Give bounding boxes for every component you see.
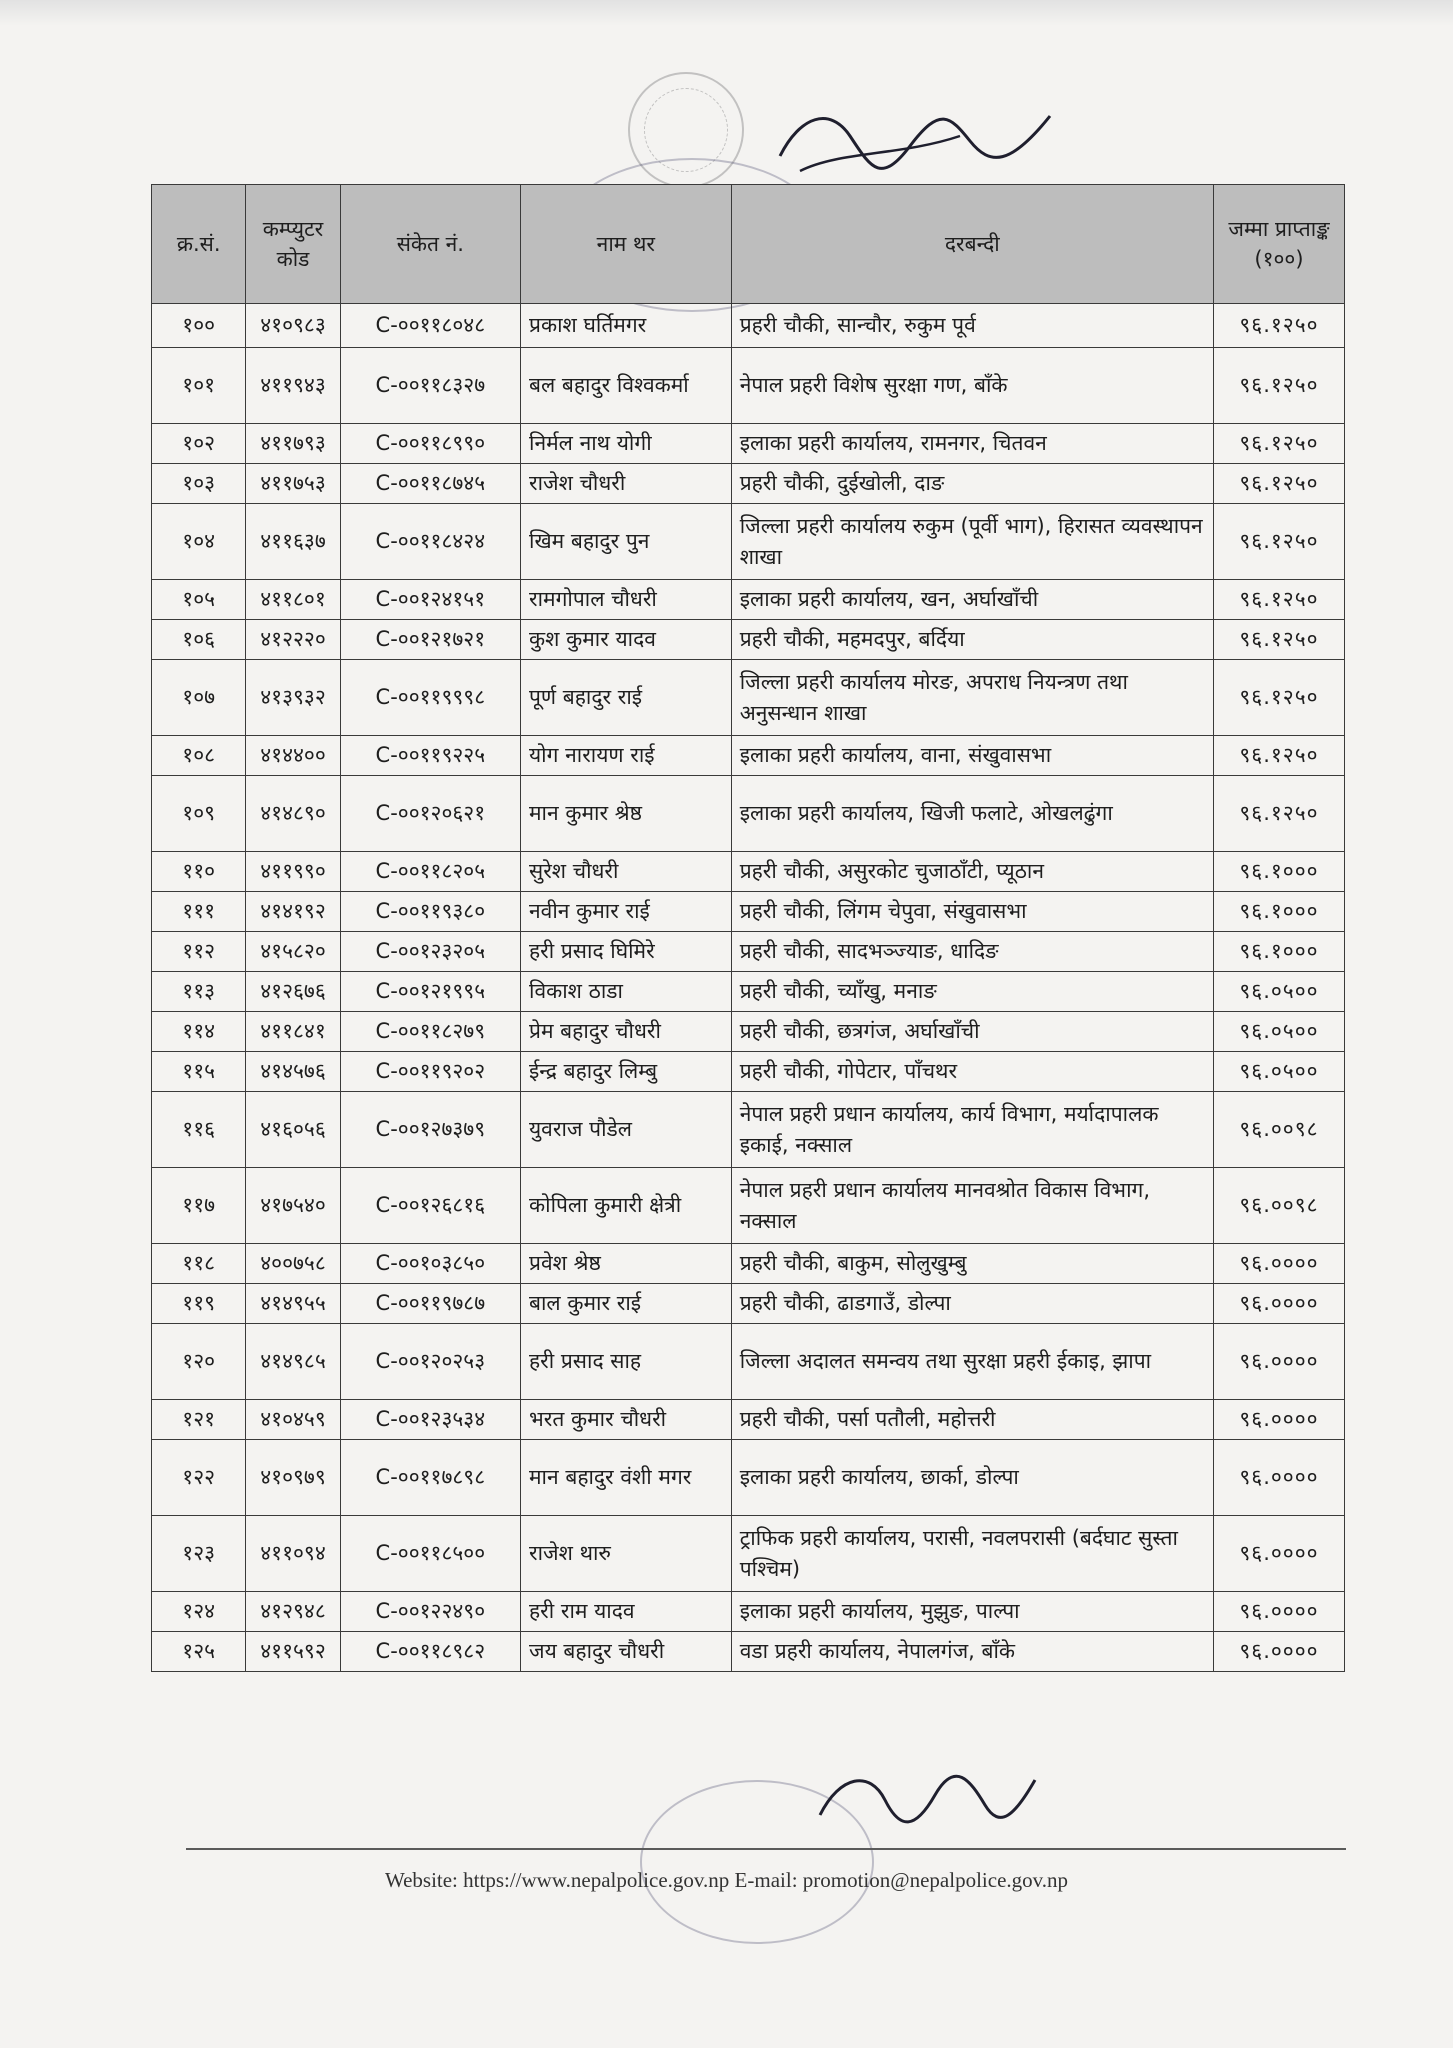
cell-name: राजेश चौधरी bbox=[521, 464, 732, 504]
cell-total-score: ९६.१२५० bbox=[1213, 620, 1344, 660]
cell-name: प्रकाश घर्तिमगर bbox=[521, 304, 732, 348]
table-row bbox=[152, 504, 1345, 580]
cell-serial: १२१ bbox=[152, 1400, 246, 1440]
cell-serial: १०८ bbox=[152, 736, 246, 776]
cell-computer-code: ४१०९८३ bbox=[246, 304, 340, 348]
cell-symbol-number: C-००११९३८० bbox=[340, 892, 520, 932]
cell-symbol-number: C-००११९७८७ bbox=[340, 1284, 520, 1324]
signature-bottom bbox=[810, 1760, 1040, 1840]
cell-computer-code: ४१७५४० bbox=[246, 1168, 340, 1244]
cell-total-score: ९६.१२५० bbox=[1213, 348, 1344, 424]
cell-post: प्रहरी चौकी, असुरकोट चुजाठाँटी, प्यूठान bbox=[731, 852, 1213, 892]
cell-symbol-number: C-००१२०६२१ bbox=[340, 776, 520, 852]
cell-name: हरी प्रसाद साह bbox=[521, 1324, 732, 1400]
cell-symbol-number: C-००१२३५३४ bbox=[340, 1400, 520, 1440]
header-name: नाम थर bbox=[521, 185, 732, 304]
cell-total-score: ९६.०००० bbox=[1213, 1440, 1344, 1516]
cell-serial: ११८ bbox=[152, 1244, 246, 1284]
cell-total-score: ९६.१२५० bbox=[1213, 776, 1344, 852]
cell-serial: ११० bbox=[152, 852, 246, 892]
cell-post: प्रहरी चौकी, महमदपुर, बर्दिया bbox=[731, 620, 1213, 660]
table-row bbox=[152, 1592, 1345, 1632]
cell-post: नेपाल प्रहरी प्रधान कार्यालय मानवश्रोत विकास विभाग, नक्साल bbox=[731, 1168, 1213, 1244]
cell-post: इलाका प्रहरी कार्यालय, खिजी फलाटे, ओखलढुंगा bbox=[731, 776, 1213, 852]
cell-name: रामगोपाल चौधरी bbox=[521, 580, 732, 620]
table-row bbox=[152, 464, 1345, 504]
cell-symbol-number: C-००१२६८१६ bbox=[340, 1168, 520, 1244]
table-row bbox=[152, 1516, 1345, 1592]
table-row bbox=[152, 580, 1345, 620]
cell-serial: ११९ bbox=[152, 1284, 246, 1324]
table-row bbox=[152, 972, 1345, 1012]
cell-total-score: ९६.०००० bbox=[1213, 1516, 1344, 1592]
cell-computer-code: ४१४८९० bbox=[246, 776, 340, 852]
scan-edge-shadow bbox=[0, 0, 1453, 26]
cell-name: हरी प्रसाद घिमिरे bbox=[521, 932, 732, 972]
table-row bbox=[152, 852, 1345, 892]
cell-serial: १२० bbox=[152, 1324, 246, 1400]
footer-contact: Website: https://www.nepalpolice.gov.np E-mail: promotion@nepalpolice.gov.np bbox=[384, 1868, 1069, 1892]
cell-computer-code: ४११६३७ bbox=[246, 504, 340, 580]
cell-serial: ११७ bbox=[152, 1168, 246, 1244]
cell-total-score: ९६.०००० bbox=[1213, 1244, 1344, 1284]
cell-symbol-number: C-००११९२०२ bbox=[340, 1052, 520, 1092]
cell-computer-code: ४१२६७६ bbox=[246, 972, 340, 1012]
cell-serial: १२३ bbox=[152, 1516, 246, 1592]
cell-total-score: ९६.१२५० bbox=[1213, 660, 1344, 736]
cell-symbol-number: C-००१२३२०५ bbox=[340, 932, 520, 972]
cell-serial: १०० bbox=[152, 304, 246, 348]
cell-serial: १०४ bbox=[152, 504, 246, 580]
cell-symbol-number: C-००११८२७९ bbox=[340, 1012, 520, 1052]
cell-total-score: ९६.१२५० bbox=[1213, 504, 1344, 580]
table-row bbox=[152, 304, 1345, 348]
cell-post: प्रहरी चौकी, छत्रगंज, अर्घाखाँची bbox=[731, 1012, 1213, 1052]
cell-total-score: ९६.०००० bbox=[1213, 1324, 1344, 1400]
cell-post: प्रहरी चौकी, बाकुम, सोलुखुम्बु bbox=[731, 1244, 1213, 1284]
table-row bbox=[152, 424, 1345, 464]
header-serial: क्र.सं. bbox=[152, 185, 246, 304]
cell-post: इलाका प्रहरी कार्यालय, वाना, संखुवासभा bbox=[731, 736, 1213, 776]
cell-name: प्रेम बहादुर चौधरी bbox=[521, 1012, 732, 1052]
cell-post: इलाका प्रहरी कार्यालय, खन, अर्घाखाँची bbox=[731, 580, 1213, 620]
cell-name: नवीन कुमार राई bbox=[521, 892, 732, 932]
cell-symbol-number: C-००११९२२५ bbox=[340, 736, 520, 776]
cell-total-score: ९६.१२५० bbox=[1213, 424, 1344, 464]
cell-name: राजेश थारु bbox=[521, 1516, 732, 1592]
cell-name: ईन्द्र बहादुर लिम्बु bbox=[521, 1052, 732, 1092]
cell-computer-code: ४१२२२० bbox=[246, 620, 340, 660]
cell-post: नेपाल प्रहरी प्रधान कार्यालय, कार्य विभाग, मर्यादापालक इकाई, नक्साल bbox=[731, 1092, 1213, 1168]
table-header-row bbox=[152, 185, 1345, 304]
cell-serial: १०५ bbox=[152, 580, 246, 620]
cell-symbol-number: C-००११८३२७ bbox=[340, 348, 520, 424]
table-row bbox=[152, 776, 1345, 852]
cell-computer-code: ४१३९३२ bbox=[246, 660, 340, 736]
cell-name: कुश कुमार यादव bbox=[521, 620, 732, 660]
cell-symbol-number: C-००११८४२४ bbox=[340, 504, 520, 580]
cell-symbol-number: C-००११८०४८ bbox=[340, 304, 520, 348]
table-row bbox=[152, 348, 1345, 424]
cell-serial: १२५ bbox=[152, 1632, 246, 1672]
cell-total-score: ९६.०५०० bbox=[1213, 1052, 1344, 1092]
cell-computer-code: ४११७९३ bbox=[246, 424, 340, 464]
cell-serial: १०२ bbox=[152, 424, 246, 464]
cell-name: विकाश ठाडा bbox=[521, 972, 732, 1012]
cell-serial: १२२ bbox=[152, 1440, 246, 1516]
table-row bbox=[152, 1632, 1345, 1672]
cell-total-score: ९६.१००० bbox=[1213, 852, 1344, 892]
header-total-score: जम्मा प्राप्ताङ्क (१००) bbox=[1213, 185, 1344, 304]
cell-post: ट्राफिक प्रहरी कार्यालय, परासी, नवलपरासी (बर्दघाट सुस्ता पश्चिम) bbox=[731, 1516, 1213, 1592]
cell-computer-code: ४१४९५५ bbox=[246, 1284, 340, 1324]
header-computer-code: कम्प्युटर कोड bbox=[246, 185, 340, 304]
cell-serial: १०१ bbox=[152, 348, 246, 424]
header-post: दरबन्दी bbox=[731, 185, 1213, 304]
cell-post: जिल्ला अदालत समन्वय तथा सुरक्षा प्रहरी ईकाइ, झापा bbox=[731, 1324, 1213, 1400]
cell-name: बल बहादुर विश्वकर्मा bbox=[521, 348, 732, 424]
cell-symbol-number: C-००११८९९० bbox=[340, 424, 520, 464]
cell-post: प्रहरी चौकी, सान्चौर, रुकुम पूर्व bbox=[731, 304, 1213, 348]
cell-computer-code: ४१४१९२ bbox=[246, 892, 340, 932]
cell-total-score: ९६.१२५० bbox=[1213, 304, 1344, 348]
cell-name: मान कुमार श्रेष्ठ bbox=[521, 776, 732, 852]
cell-name: बाल कुमार राई bbox=[521, 1284, 732, 1324]
cell-name: युवराज पौडेल bbox=[521, 1092, 732, 1168]
table-row bbox=[152, 932, 1345, 972]
cell-post: नेपाल प्रहरी विशेष सुरक्षा गण, बाँके bbox=[731, 348, 1213, 424]
cell-symbol-number: C-००१०३८५० bbox=[340, 1244, 520, 1284]
cell-serial: ११५ bbox=[152, 1052, 246, 1092]
cell-post: इलाका प्रहरी कार्यालय, मुझुङ, पाल्पा bbox=[731, 1592, 1213, 1632]
cell-symbol-number: C-००१२७३७९ bbox=[340, 1092, 520, 1168]
cell-post: इलाका प्रहरी कार्यालय, छार्का, डोल्पा bbox=[731, 1440, 1213, 1516]
cell-serial: १२४ bbox=[152, 1592, 246, 1632]
cell-post: प्रहरी चौकी, पर्सा पतौली, महोत्तरी bbox=[731, 1400, 1213, 1440]
cell-computer-code: ४११९४३ bbox=[246, 348, 340, 424]
cell-computer-code: ४११०९४ bbox=[246, 1516, 340, 1592]
header-symbol-number: संकेत नं. bbox=[340, 185, 520, 304]
cell-total-score: ९६.१००० bbox=[1213, 932, 1344, 972]
cell-total-score: ९६.०५०० bbox=[1213, 972, 1344, 1012]
cell-post: प्रहरी चौकी, च्याँखु, मनाङ bbox=[731, 972, 1213, 1012]
cell-post: प्रहरी चौकी, गोपेटार, पाँचथर bbox=[731, 1052, 1213, 1092]
cell-computer-code: ४११७५३ bbox=[246, 464, 340, 504]
cell-computer-code: ४१४५७६ bbox=[246, 1052, 340, 1092]
cell-total-score: ९६.०००० bbox=[1213, 1632, 1344, 1672]
cell-computer-code: ४११९९० bbox=[246, 852, 340, 892]
cell-computer-code: ४११८४१ bbox=[246, 1012, 340, 1052]
table-row bbox=[152, 736, 1345, 776]
cell-serial: ११६ bbox=[152, 1092, 246, 1168]
cell-name: जय बहादुर चौधरी bbox=[521, 1632, 732, 1672]
cell-serial: १०९ bbox=[152, 776, 246, 852]
cell-name: कोपिला कुमारी क्षेत्री bbox=[521, 1168, 732, 1244]
cell-serial: ११३ bbox=[152, 972, 246, 1012]
cell-computer-code: ४१०४५९ bbox=[246, 1400, 340, 1440]
cell-symbol-number: C-००११९९९८ bbox=[340, 660, 520, 736]
cell-computer-code: ४१५८२० bbox=[246, 932, 340, 972]
cell-symbol-number: C-००१२२४९० bbox=[340, 1592, 520, 1632]
cell-symbol-number: C-००११८५०० bbox=[340, 1516, 520, 1592]
cell-total-score: ९६.१२५० bbox=[1213, 464, 1344, 504]
cell-post: वडा प्रहरी कार्यालय, नेपालगंज, बाँके bbox=[731, 1632, 1213, 1672]
cell-computer-code: ४१०९७९ bbox=[246, 1440, 340, 1516]
cell-name: योग नारायण राई bbox=[521, 736, 732, 776]
table-row bbox=[152, 1284, 1345, 1324]
cell-name: सुरेश चौधरी bbox=[521, 852, 732, 892]
cell-post: प्रहरी चौकी, लिंगम चेपुवा, संखुवासभा bbox=[731, 892, 1213, 932]
cell-serial: ११४ bbox=[152, 1012, 246, 1052]
cell-name: पूर्ण बहादुर राई bbox=[521, 660, 732, 736]
cell-serial: ११२ bbox=[152, 932, 246, 972]
cell-symbol-number: C-००१२१७२१ bbox=[340, 620, 520, 660]
cell-symbol-number: C-००१२०२५३ bbox=[340, 1324, 520, 1400]
table-row bbox=[152, 1440, 1345, 1516]
cell-name: हरी राम यादव bbox=[521, 1592, 732, 1632]
cell-symbol-number: C-००११८७४५ bbox=[340, 464, 520, 504]
cell-computer-code: ४११५९२ bbox=[246, 1632, 340, 1672]
table-row bbox=[152, 1012, 1345, 1052]
cell-computer-code: ४११८०१ bbox=[246, 580, 340, 620]
table-row bbox=[152, 620, 1345, 660]
table-row bbox=[152, 1400, 1345, 1440]
cell-name: प्रवेश श्रेष्ठ bbox=[521, 1244, 732, 1284]
table-row bbox=[152, 1052, 1345, 1092]
cell-serial: १०६ bbox=[152, 620, 246, 660]
cell-post: प्रहरी चौकी, सादभञ्ज्याङ, धादिङ bbox=[731, 932, 1213, 972]
cell-symbol-number: C-००११८२०५ bbox=[340, 852, 520, 892]
cell-post: प्रहरी चौकी, ढाडगाउँ, डोल्पा bbox=[731, 1284, 1213, 1324]
cell-total-score: ९६.०००० bbox=[1213, 1400, 1344, 1440]
cell-name: भरत कुमार चौधरी bbox=[521, 1400, 732, 1440]
cell-serial: १११ bbox=[152, 892, 246, 932]
cell-symbol-number: C-००११७८९८ bbox=[340, 1440, 520, 1516]
table-row bbox=[152, 1168, 1345, 1244]
cell-computer-code: ४१४९८५ bbox=[246, 1324, 340, 1400]
cell-post: इलाका प्रहरी कार्यालय, रामनगर, चितवन bbox=[731, 424, 1213, 464]
cell-computer-code: ४१२९४८ bbox=[246, 1592, 340, 1632]
cell-total-score: ९६.००९८ bbox=[1213, 1092, 1344, 1168]
cell-symbol-number: C-००१२१९९५ bbox=[340, 972, 520, 1012]
cell-computer-code: ४००७५८ bbox=[246, 1244, 340, 1284]
cell-total-score: ९६.१२५० bbox=[1213, 580, 1344, 620]
table-row bbox=[152, 660, 1345, 736]
table-row bbox=[152, 1092, 1345, 1168]
cell-serial: १०७ bbox=[152, 660, 246, 736]
cell-post: जिल्ला प्रहरी कार्यालय मोरङ, अपराध नियन्त्रण तथा अनुसन्धान शाखा bbox=[731, 660, 1213, 736]
table-row bbox=[152, 1244, 1345, 1284]
cell-computer-code: ४१४४०० bbox=[246, 736, 340, 776]
cell-computer-code: ४१६०५६ bbox=[246, 1092, 340, 1168]
cell-post: जिल्ला प्रहरी कार्यालय रुकुम (पूर्वी भाग), हिरासत व्यवस्थापन शाखा bbox=[731, 504, 1213, 580]
cell-name: निर्मल नाथ योगी bbox=[521, 424, 732, 464]
cell-total-score: ९६.०००० bbox=[1213, 1592, 1344, 1632]
table-row bbox=[152, 1324, 1345, 1400]
table-row bbox=[152, 892, 1345, 932]
cell-total-score: ९६.१२५० bbox=[1213, 736, 1344, 776]
footer-divider bbox=[186, 1848, 1346, 1850]
cell-symbol-number: C-००११८९८२ bbox=[340, 1632, 520, 1672]
cell-post: प्रहरी चौकी, दुईखोली, दाङ bbox=[731, 464, 1213, 504]
merit-list-table bbox=[151, 184, 1345, 1672]
cell-total-score: ९६.१००० bbox=[1213, 892, 1344, 932]
cell-name: खिम बहादुर पुन bbox=[521, 504, 732, 580]
cell-total-score: ९६.०५०० bbox=[1213, 1012, 1344, 1052]
cell-total-score: ९६.०००० bbox=[1213, 1284, 1344, 1324]
cell-symbol-number: C-००१२४१५१ bbox=[340, 580, 520, 620]
cell-serial: १०३ bbox=[152, 464, 246, 504]
cell-total-score: ९६.००९८ bbox=[1213, 1168, 1344, 1244]
cell-name: मान बहादुर वंशी मगर bbox=[521, 1440, 732, 1516]
